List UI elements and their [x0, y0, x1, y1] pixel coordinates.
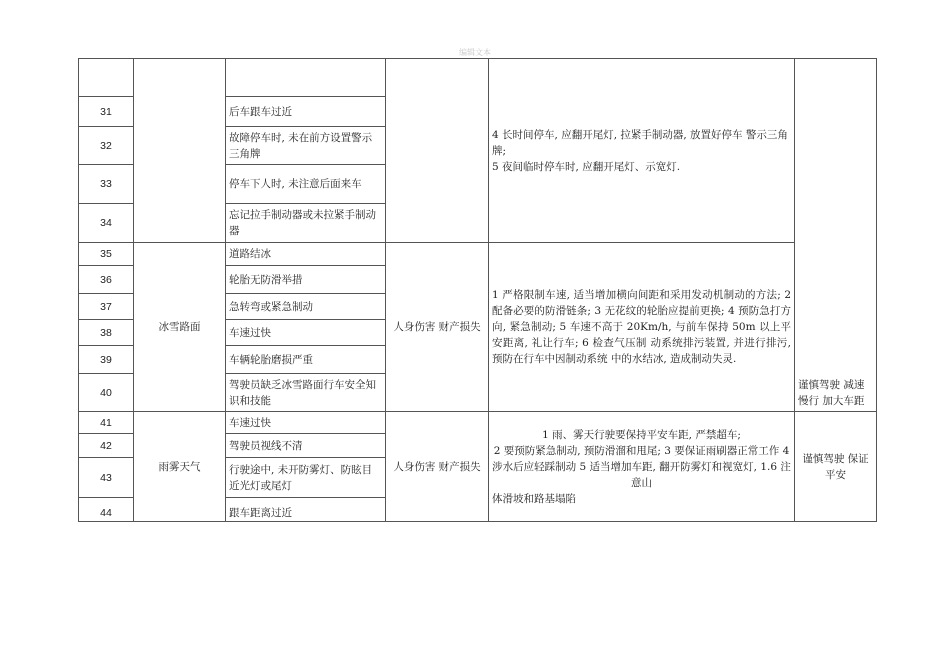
- hazard-cell: 跟车距离过近: [226, 498, 386, 522]
- row-number: 42: [79, 434, 134, 458]
- row-number: 33: [79, 165, 134, 204]
- advice-cell: [795, 59, 877, 412]
- hazard-cell: 急转弯或紧急制动: [226, 294, 386, 320]
- hazard-cell: 忘记拉手制动器或未拉紧手制动器: [226, 204, 386, 243]
- row-number: 38: [79, 320, 134, 346]
- advice-text: 谨慎驾驶 减速慢行 加大车距: [798, 379, 865, 407]
- measure-line: 2 要预防紧急制动, 预防滑溜和甩尾; 3 要保证雨刷器正常工作 4 涉水后应轻踩制动 5 适当增加车距, 翻开防雾灯和视宽灯, 1.6 注意山: [492, 444, 791, 489]
- consequence-cell: 人身伤害 财产损失: [386, 412, 489, 522]
- hazard-cell: 驾驶员视线不清: [226, 434, 386, 458]
- row-number: 35: [79, 243, 134, 266]
- consequence-cell-empty: [386, 59, 489, 243]
- row-number: 37: [79, 294, 134, 320]
- measures-cell: 1 严格限制车速, 适当增加横向间距和采用发动机制动的方法; 2 配备必要的防滑链条; 3 无花纹的轮胎应提前更换; 4 预防急打方向, 紧急制动; 5 车速不高于 20Km/h, 与前车保持 50m 以上平安距离, 礼让行车; 6 检查气压制 动系统排污装置, 并进行排污, 预防在行车中因制动系统 中的水结冰, 造成制动失灵.: [489, 243, 795, 412]
- row-number: 40: [79, 374, 134, 412]
- row-number: [79, 59, 134, 97]
- advice-cell: 谨慎驾驶 保证平安: [795, 412, 877, 522]
- measure-line: 4 长时间停车, 应翻开尾灯, 拉紧手制动器, 放置好停车 警示三角牌;: [492, 128, 788, 157]
- category-cell: 雨雾天气: [134, 412, 226, 522]
- measure-line: 5 夜间临时停车时, 应翻开尾灯、示宽灯.: [492, 160, 681, 173]
- hazard-cell: 停车下人时, 未注意后面来车: [226, 165, 386, 204]
- hazard-cell: 故障停车时, 未在前方设置警示三角牌: [226, 127, 386, 165]
- row-number: 43: [79, 458, 134, 498]
- table-row: [79, 59, 877, 97]
- hazard-cell: 车速过快: [226, 412, 386, 434]
- hazard-cell: 驾驶员缺乏冰雪路面行车安全知识和技能: [226, 374, 386, 412]
- measure-line: 体滑坡和路基塌陷: [492, 492, 576, 505]
- hazard-cell: 车速过快: [226, 320, 386, 346]
- row-number: 44: [79, 498, 134, 522]
- measures-cell: [489, 59, 795, 243]
- row-number: 36: [79, 266, 134, 294]
- row-number: 32: [79, 127, 134, 165]
- row-number: 41: [79, 412, 134, 434]
- hazard-cell: 车辆轮胎磨损严重: [226, 346, 386, 374]
- hazard-cell: 行驶途中, 未开防雾灯、防眩目近光灯或尾灯: [226, 458, 386, 498]
- hazard-cell: 道路结冰: [226, 243, 386, 266]
- hazard-cell: 后车跟车过近: [226, 97, 386, 127]
- table-row: [79, 243, 877, 266]
- hazard-cell: [226, 59, 386, 97]
- measures-cell: [489, 412, 795, 522]
- watermark-text: 编辑文本: [459, 48, 491, 57]
- category-cell: 冰雪路面: [134, 243, 226, 412]
- consequence-cell: 人身伤害 财产损失: [386, 243, 489, 412]
- table-row: [79, 412, 877, 434]
- row-number: 31: [79, 97, 134, 127]
- category-cell-empty: [134, 59, 226, 243]
- hazard-table: [78, 58, 877, 522]
- hazard-cell: 轮胎无防滑举措: [226, 266, 386, 294]
- row-number: 39: [79, 346, 134, 374]
- measure-line: 1 雨、雾天行驶要保持平安车距, 严禁超车;: [542, 428, 741, 441]
- row-number: 34: [79, 204, 134, 243]
